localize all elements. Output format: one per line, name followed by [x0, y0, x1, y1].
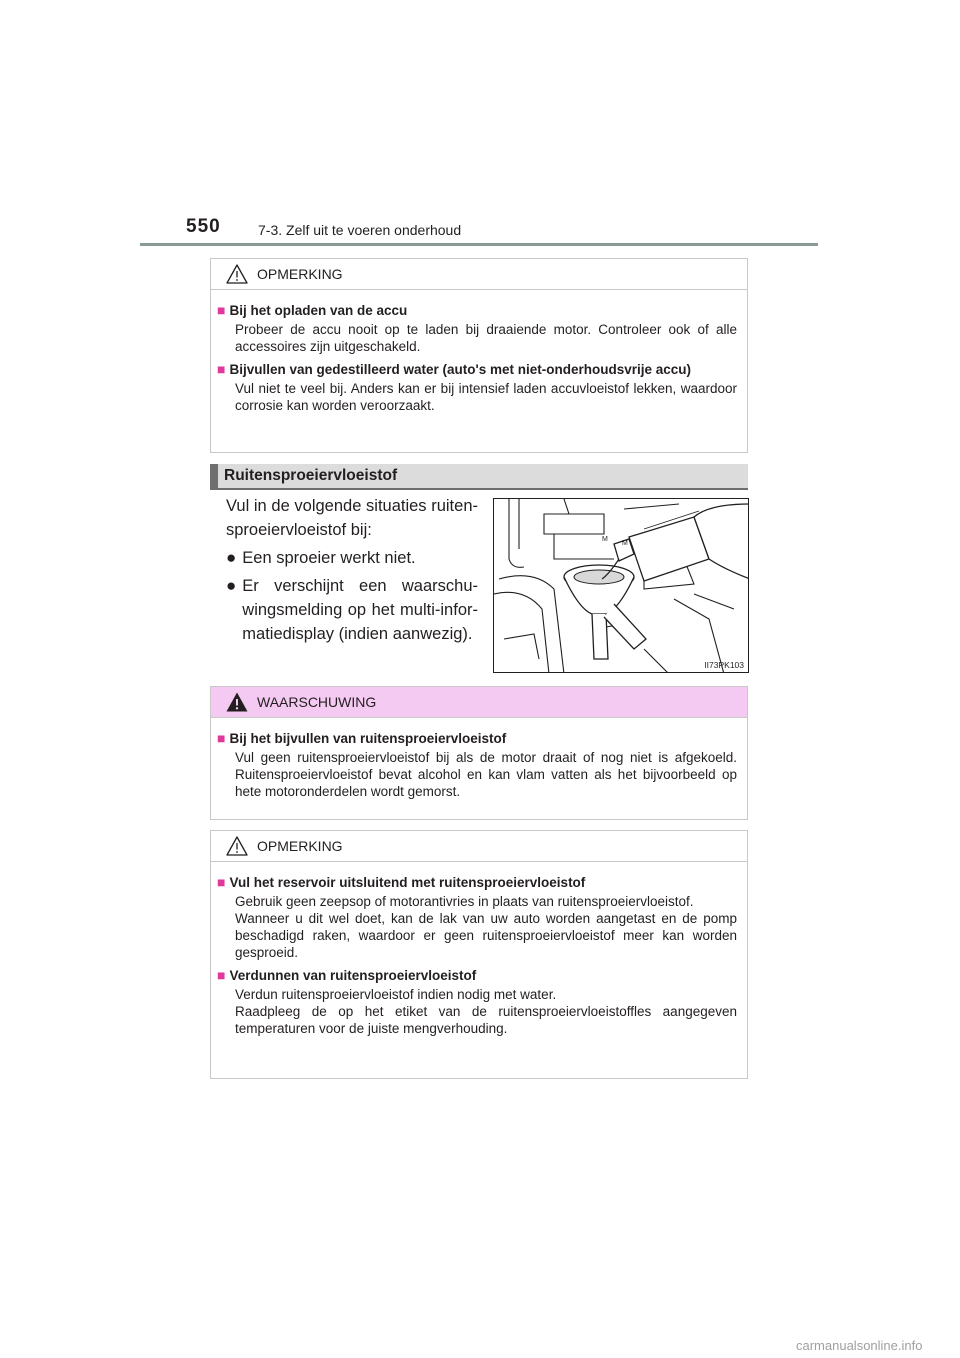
- notice-item-text: Verdun ruitensproeiervloeistof indien nodig met water. Raadpleeg de op het etiket van de ruitensproeiervloeistoffles aangegeven temperaturen voor de juiste mengverhouding.: [235, 987, 737, 1036]
- square-bullet-icon: ■: [217, 874, 226, 890]
- warning-header: [211, 687, 747, 718]
- warning-triangle-icon: [225, 691, 249, 713]
- svg-text:M: M: [622, 540, 628, 547]
- watermark: carmanualsonline.info: [796, 1338, 923, 1353]
- notice-label: OPMERKING: [257, 838, 343, 854]
- notice-box-1: [210, 258, 748, 453]
- notice-box-2: [210, 830, 748, 1079]
- washer-fluid-illustration: [493, 498, 749, 673]
- notice-item-text: Gebruik geen zeepsop of motorantivries in plaats van ruitensproeiervloeistof. Wanneer u dit wel doet, kan de lak van uw auto worden aangetast en de pomp beschadigd raken, waardoor er geen ruitensproeiervloeistof meer kan worden gesproeid.: [235, 894, 737, 960]
- caution-outline-icon: [225, 263, 249, 285]
- notice-item-title: ■ Bijvullen van gedestilleerd water (auto's met niet-onderhoudsvrije accu): [217, 361, 692, 377]
- page-number: 550: [186, 216, 221, 237]
- bullet-icon: ●: [226, 576, 237, 595]
- bullet-item: ● Een sproeier werkt niet.: [226, 546, 478, 570]
- bullet-item: ● Er verschijnt een waarschuwingsmelding op het multi-informatiedisplay (indien aanwezig).: [226, 574, 478, 646]
- notice-item-title: ■ Verdunnen van ruitensproeiervloeistof: [217, 967, 477, 983]
- svg-text:M: M: [602, 536, 608, 543]
- square-bullet-icon: ■: [217, 730, 226, 746]
- section-heading: Ruitensproeiervloeistof: [224, 467, 398, 484]
- square-bullet-icon: ■: [217, 302, 226, 318]
- section-title: 7-3. Zelf uit te voeren onderhoud: [258, 222, 462, 238]
- notice-header: [211, 259, 747, 290]
- bullet-icon: ●: [226, 548, 237, 567]
- warning-item-title: ■ Bij het bijvullen van ruitensproeiervloeistof: [217, 730, 507, 746]
- notice-label: OPMERKING: [257, 266, 343, 282]
- square-bullet-icon: ■: [217, 361, 226, 377]
- warning-item-text: Vul geen ruitensproeiervloeistof bij als de motor draait of nog niet is afgekoeld. Ruitensproeiervloeistof bevat alcohol en kan vlam vatten als het bijvoorbeeld op hete motoronderdelen wordt gemorst.: [235, 750, 737, 799]
- intro-block: [226, 494, 478, 646]
- intro-text: Vul in de volgende situaties ruitensproeiervloeistof bij:: [226, 497, 478, 539]
- heading-bar: [210, 464, 218, 488]
- refill-drawing: [494, 499, 749, 673]
- illustration-code: II73PK103: [704, 660, 744, 670]
- notice-item-title: ■ Vul het reservoir uitsluitend met ruitensproeiervloeistof: [217, 874, 586, 890]
- notice-item-title: ■ Bij het opladen van de accu: [217, 302, 408, 318]
- header-rule: [140, 243, 818, 246]
- square-bullet-icon: ■: [217, 967, 226, 983]
- warning-label: WAARSCHUWING: [257, 694, 377, 710]
- notice-item-text: Probeer de accu nooit op te laden bij draaiende motor. Controleer ook of alle accessoires zijn uitgeschakeld.: [235, 322, 737, 354]
- notice-item-text: Vul niet te veel bij. Anders kan er bij intensief laden accuvloeistof lekken, waardoor corrosie kan worden veroorzaakt.: [235, 381, 737, 413]
- notice-header: [211, 831, 747, 862]
- warning-box: [210, 686, 748, 820]
- caution-outline-icon: [225, 835, 249, 857]
- section-heading-band: [210, 464, 748, 490]
